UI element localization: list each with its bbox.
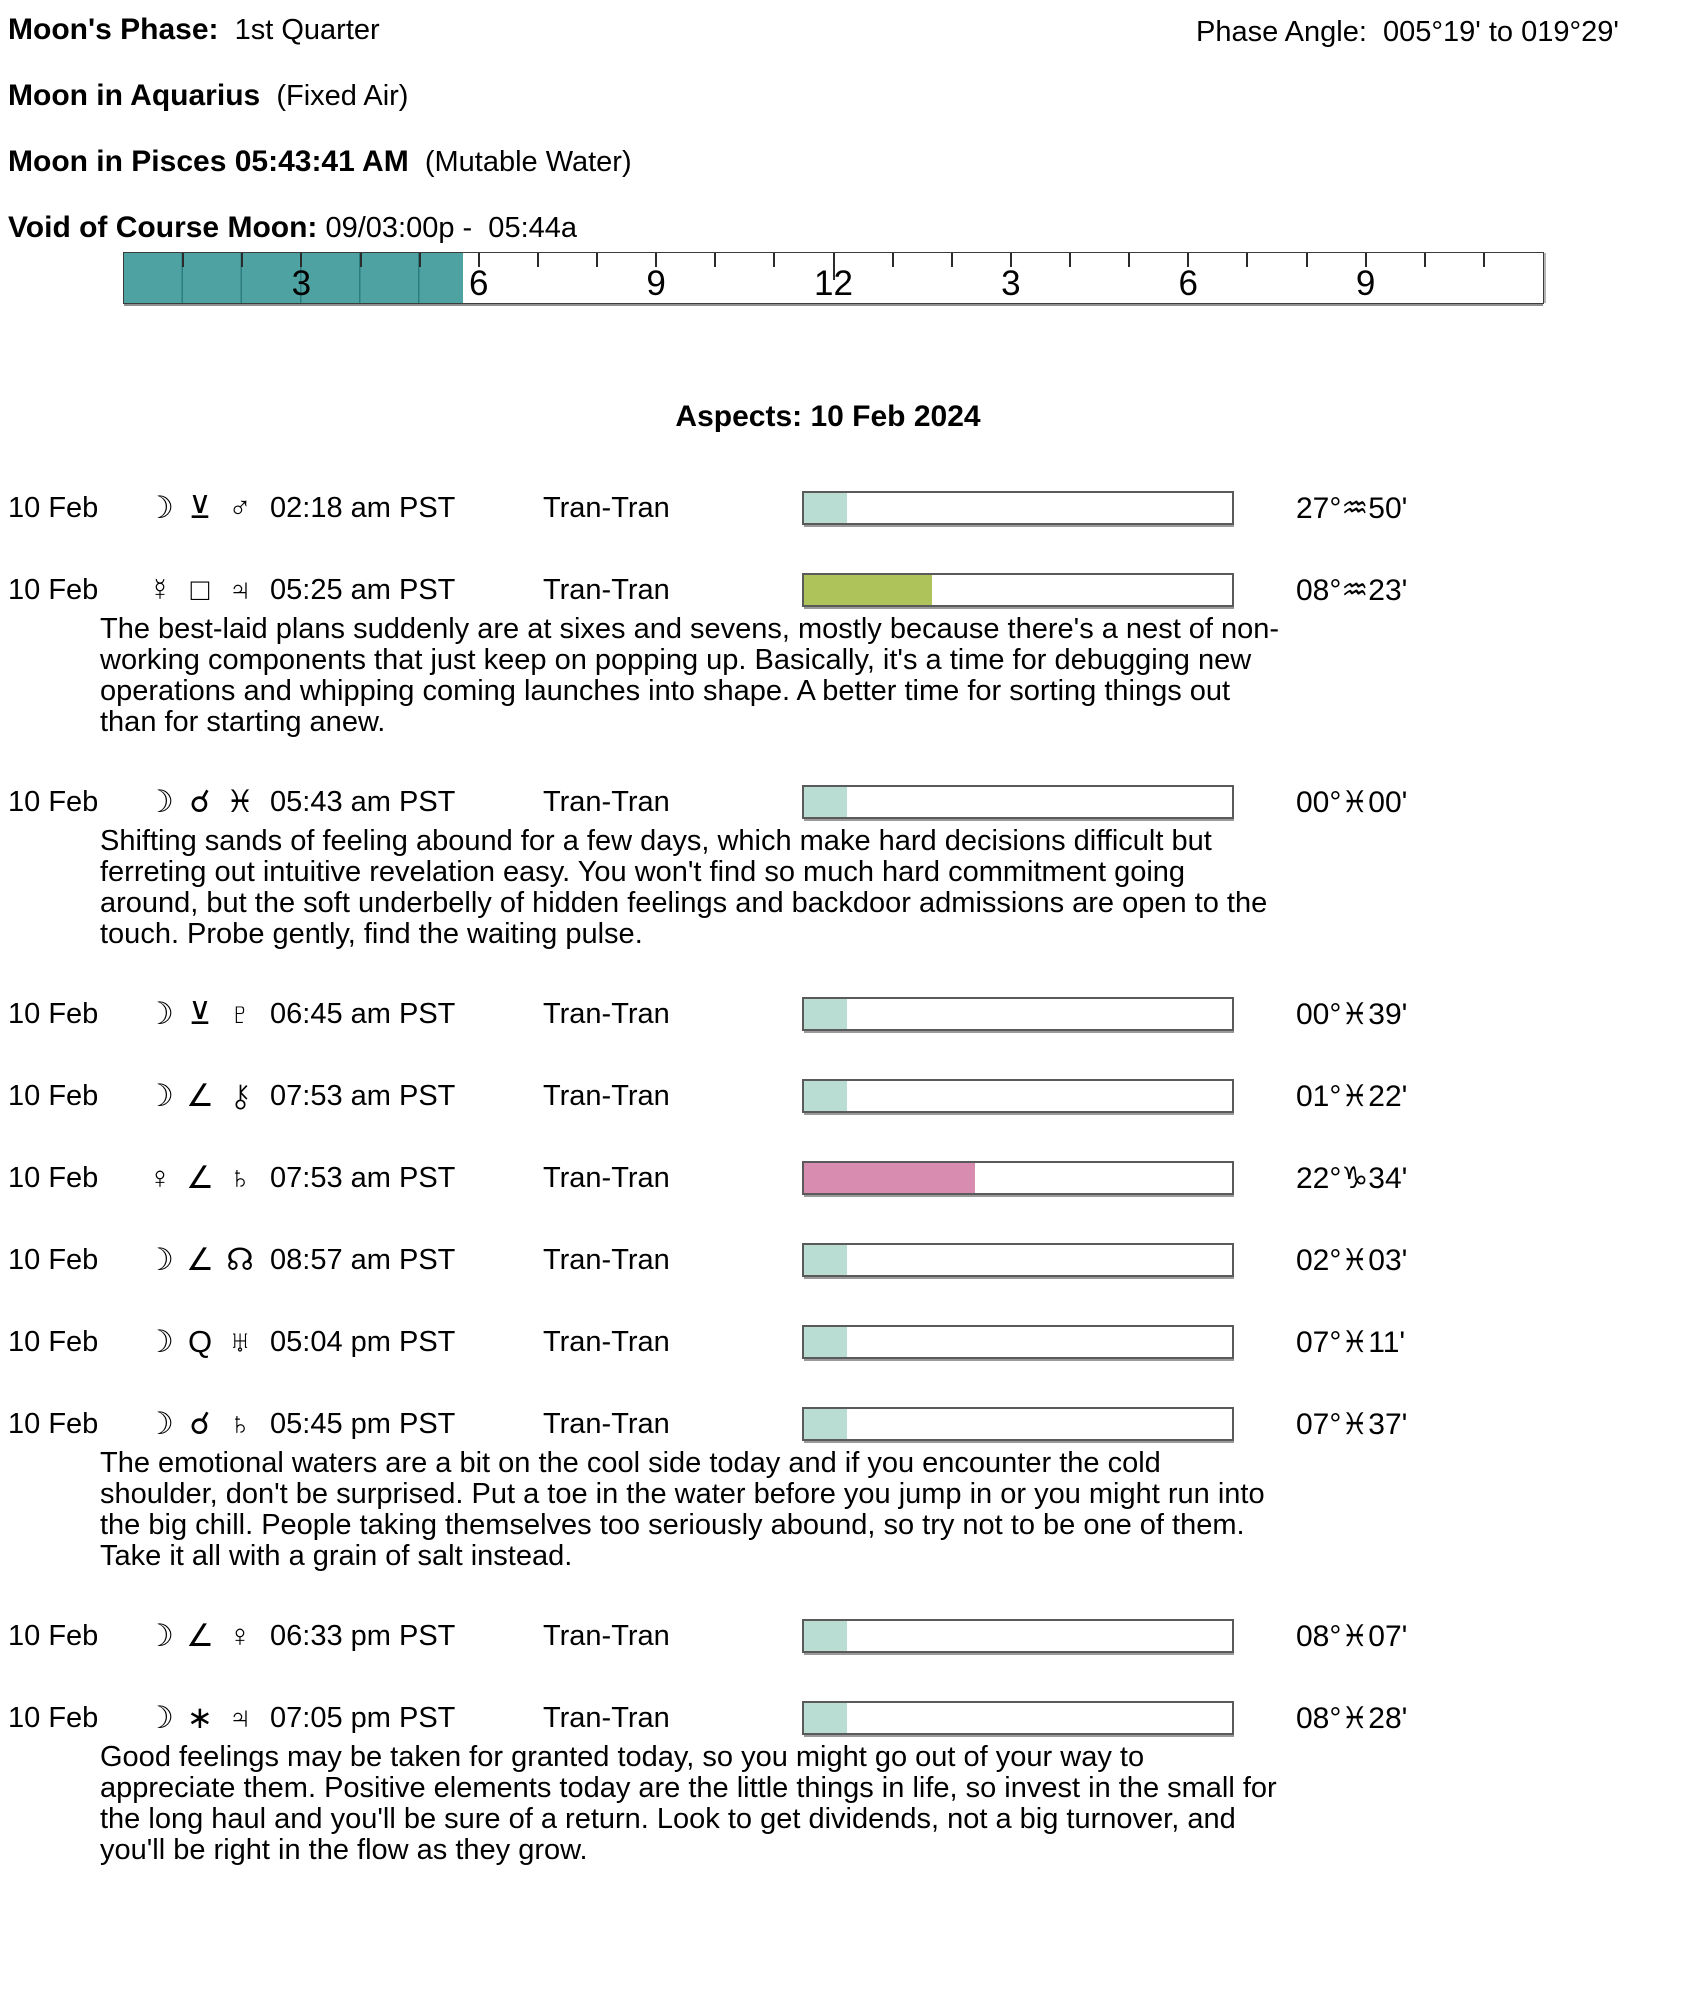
aspect-time: 05:45 pm PST [270,1407,456,1440]
aspect-orb-bar [802,1079,1234,1113]
mars-glyph: ♂ [228,490,252,525]
aspect-type: Tran-Tran [543,1325,670,1358]
aspect-date: 10 Feb [8,785,99,818]
chiron-glyph [220,1078,260,1114]
moon-glyph: ☽ [146,1078,174,1113]
aspect-orb-bar [802,573,1234,607]
aspect-date: 10 Feb [8,573,99,606]
semisquare-glyph: ∠ [186,1078,214,1113]
aspect-degree: 27°♒50' [1296,491,1408,525]
aspect-date: 10 Feb [8,1325,99,1358]
aspect-glyphs [140,1406,270,1442]
aspect-degree: 08°♓07' [1296,1619,1408,1653]
semisquare-glyph: ∠ [186,1160,214,1195]
aspect-orb-bar [802,1161,1234,1195]
aspect-interpretation-text: Shifting sands of feeling abound for a few days, which make hard decisions difficult but ferreting out intuitive revelation easy. You won't find so much hard commitment going around, but the soft underbelly of hidden feelings and backdoor admissions are open to the touch. Probe gently, find the waiting pulse. [100,825,1268,950]
aspect-orb-bar-fill [804,493,847,523]
moon-ingress-line [8,146,1690,178]
aspect-orb-bar [802,1619,1234,1653]
moon-ingress-note: (Mutable Water) [424,146,632,178]
ruler-hour-tick [892,253,894,267]
aspect-date: 10 Feb [8,1701,99,1734]
ruler-hour-tick [419,253,421,267]
phase-angle-label: Phase Angle: [1196,16,1367,48]
moon-glyph: ☽ [146,1618,174,1653]
phase-angle-value: 005°19' to 019°29' [1383,16,1619,48]
aspect-glyphs [140,1324,270,1360]
aspect-time: 07:53 am PST [270,1161,456,1194]
aspect-row [8,1324,1690,1360]
moon-glyph: ☽ [146,784,174,819]
moon-glyph: ☽ [146,1242,174,1277]
aspect-date: 10 Feb [8,1619,99,1652]
aspect-degree: 22°♑34' [1296,1161,1408,1195]
ruler-hour-tick [182,253,184,267]
aspect-time: 08:57 am PST [270,1243,456,1276]
aspect-orb-bar [802,1701,1234,1735]
aspect-interpretation-text: The emotional waters are a bit on the cool side today and if you encounter the cold shoulder, don't be surprised. Put a toe in the water before you jump in or you might run into the big chill. People taking themselves too seriously abound, so try not to be one of them. Take it all with a grain of salt instead. [100,1447,1265,1572]
aspect-row-line [8,996,1690,1032]
aspect-row [8,996,1690,1032]
aspect-row-line [8,1324,1690,1360]
aspect-row-line [8,572,1690,608]
saturn-glyph: ♄ [228,1406,252,1441]
ruler-hour-tick [714,253,716,267]
aspect-glyphs [140,490,270,526]
conjunction-glyph: ☌ [189,784,211,819]
moon-phase-value: 1st Quarter [234,14,380,46]
ruler-hour-label: 12 [814,264,853,303]
moon-glyph: ☽ [146,490,174,525]
aspect-row [8,1700,1690,1866]
ruler-hour-tick [241,253,243,267]
aspect-degree: 08°♓28' [1296,1701,1408,1735]
aspect-orb-bar-fill [804,1163,975,1193]
ruler-hour-tick [1246,253,1248,267]
aspect-orb-bar-fill [804,1245,847,1275]
ruler-hour-label: 6 [1178,264,1198,303]
aspect-row-line [8,1078,1690,1114]
aspect-row [8,1618,1690,1654]
aspect-glyphs [140,1078,270,1114]
moon-glyph: ☽ [146,1324,174,1359]
ruler-hour-tick [1424,253,1426,267]
aspect-row [8,490,1690,526]
jupiter-glyph: ♃ [228,1700,252,1735]
aspect-list [8,490,1690,1866]
ruler-hour-tick [951,253,953,267]
aspect-row [8,1242,1690,1278]
moon-sign-note: (Fixed Air) [276,80,409,112]
ruler-hour-label: 3 [1001,264,1021,303]
moon-sign-line [8,80,1690,112]
aspect-row [8,1406,1690,1572]
aspect-row-line [8,1700,1690,1736]
aspect-type: Tran-Tran [543,1619,670,1652]
aspect-time: 02:18 am PST [270,491,456,524]
ruler-hour-label: 9 [1355,264,1376,303]
aspect-orb-bar [802,491,1234,525]
moon-ingress-label: Moon in Pisces 05:43:41 AM [8,145,409,178]
square-glyph: □ [190,572,210,607]
ruler-hour-tick [1128,253,1130,267]
aspect-time: 06:33 pm PST [270,1619,456,1652]
aspect-orb-bar-fill [804,1621,847,1651]
venus-glyph: ♀ [148,1160,172,1195]
voc-ruler [123,252,1544,304]
ruler-hour-tick [596,253,598,267]
aspect-row [8,784,1690,950]
ruler-hour-label: 6 [469,264,489,303]
semisquare-glyph: ∠ [186,1242,214,1277]
aspect-date: 10 Feb [8,1161,99,1194]
aspect-orb-bar-fill [804,1327,847,1357]
aspect-row [8,572,1690,738]
aspect-date: 10 Feb [8,1079,99,1112]
ruler-hour-tick [1483,253,1485,267]
uranus-glyph: ♅ [228,1324,252,1359]
aspect-orb-bar [802,1243,1234,1277]
aspect-orb-bar-fill [804,787,847,817]
sextile-glyph: ∗ [187,1700,213,1735]
aspect-type: Tran-Tran [543,573,670,606]
moon-sign-label: Moon in Aquarius [8,79,261,112]
moon-glyph: ☽ [146,1406,174,1441]
aspect-glyphs [140,996,270,1032]
jupiter-glyph: ♃ [228,572,252,607]
moon-glyph: ☽ [146,996,174,1031]
ruler-hour-tick [537,253,539,267]
pluto-glyph: ♇ [228,996,252,1031]
semisquare-glyph: ∠ [186,1618,214,1653]
ruler-hour-tick [773,253,775,267]
voc-value: 09/03:00p - 05:44a [325,212,578,244]
venus-glyph: ♀ [228,1618,252,1653]
aspect-degree: 00°♓00' [1296,785,1408,819]
aspect-orb-bar-fill [804,575,932,605]
moon-glyph: ☽ [146,1700,174,1735]
aspect-orb-bar-fill [804,999,847,1029]
aspect-type: Tran-Tran [543,1701,670,1734]
aspect-orb-bar-fill [804,1703,847,1733]
aspect-orb-bar [802,785,1234,819]
aspect-type: Tran-Tran [543,997,670,1030]
aspect-degree: 07°♓37' [1296,1407,1408,1441]
aspects-title: Aspects: 10 Feb 2024 [675,400,981,433]
aspect-row-line [8,784,1690,820]
moon-phase-label: Moon's Phase: [8,13,219,46]
aspect-glyphs [140,784,270,820]
aspect-degree: 08°♒23' [1296,573,1408,607]
mercury-glyph: ☿ [148,572,172,607]
aspect-time: 05:04 pm PST [270,1325,456,1358]
aspect-row-line [8,490,1690,526]
ruler-hour-label: 3 [291,264,312,303]
voc-line [8,212,1690,244]
aspect-glyphs [140,1160,270,1196]
aspect-interpretation-text: Good feelings may be taken for granted today, so you might go out of your way to appreciate them. Positive elements today are the little things in life, so invest in the small for the long haul and you'll be sure of a return. Look to get dividends, not a big turnover, and you'll be right in the flow as they grow. [100,1741,1277,1866]
aspect-interpretation-text: The best-laid plans suddenly are at sixes and sevens, mostly because there's a nest of non-working components that just keep on popping up. Basically, it's a time for debugging new operations and whipping coming launches into shape. A better time for sorting things out than for starting anew. [100,613,1280,738]
aspect-date: 10 Feb [8,1243,99,1276]
phase-angle [1196,16,1619,49]
ruler-hour-label: 9 [646,264,666,303]
aspect-orb-bar [802,1407,1234,1441]
aspect-row [8,1078,1690,1114]
aspect-row-line [8,1618,1690,1654]
aspect-orb-bar-fill [804,1081,847,1111]
aspect-date: 10 Feb [8,997,99,1030]
conjunction-glyph: ☌ [189,1406,211,1441]
ruler-hour-tick [1069,253,1071,267]
aspect-glyphs [140,1618,270,1654]
semisextile-glyph: ⊻ [188,996,212,1031]
aspect-row-line [8,1406,1690,1442]
aspect-degree: 02°♓03' [1296,1243,1408,1277]
aspect-type: Tran-Tran [543,785,670,818]
quintile-glyph: Q [187,1324,213,1359]
aspect-orb-bar [802,997,1234,1031]
aspect-type: Tran-Tran [543,1407,670,1440]
aspect-time: 07:05 pm PST [270,1701,456,1734]
voc-ruler-wrap [123,252,1690,304]
aspect-glyphs [140,572,270,608]
aspect-type: Tran-Tran [543,1079,670,1112]
aspect-time: 06:45 am PST [270,997,456,1030]
aspect-degree: 07°♓11' [1296,1325,1406,1359]
north-node-glyph: ☊ [226,1242,254,1277]
aspect-time: 07:53 am PST [270,1079,456,1112]
aspect-orb-bar [802,1325,1234,1359]
aspect-date: 10 Feb [8,491,99,524]
aspect-time: 05:43 am PST [270,785,456,818]
aspect-degree: 00°♓39' [1296,997,1408,1031]
aspect-row [8,1160,1690,1196]
aspect-glyphs [140,1242,270,1278]
aspect-date: 10 Feb [8,1407,99,1440]
aspect-type: Tran-Tran [543,491,670,524]
aspect-glyphs [140,1700,270,1736]
pisces-glyph: ♓ [226,784,254,819]
aspect-type: Tran-Tran [543,1161,670,1194]
ruler-hour-tick [1306,253,1308,267]
voc-label: Void of Course Moon: [8,211,318,244]
aspect-time: 05:25 am PST [270,573,456,606]
ruler-hour-tick [360,253,362,267]
aspect-row-line [8,1160,1690,1196]
aspect-degree: 01°♓22' [1296,1079,1408,1113]
saturn-glyph: ♄ [228,1160,252,1195]
aspect-orb-bar-fill [804,1409,847,1439]
aspect-row-line [8,1242,1690,1278]
aspect-type: Tran-Tran [543,1243,670,1276]
semisextile-glyph: ⊻ [188,490,212,525]
